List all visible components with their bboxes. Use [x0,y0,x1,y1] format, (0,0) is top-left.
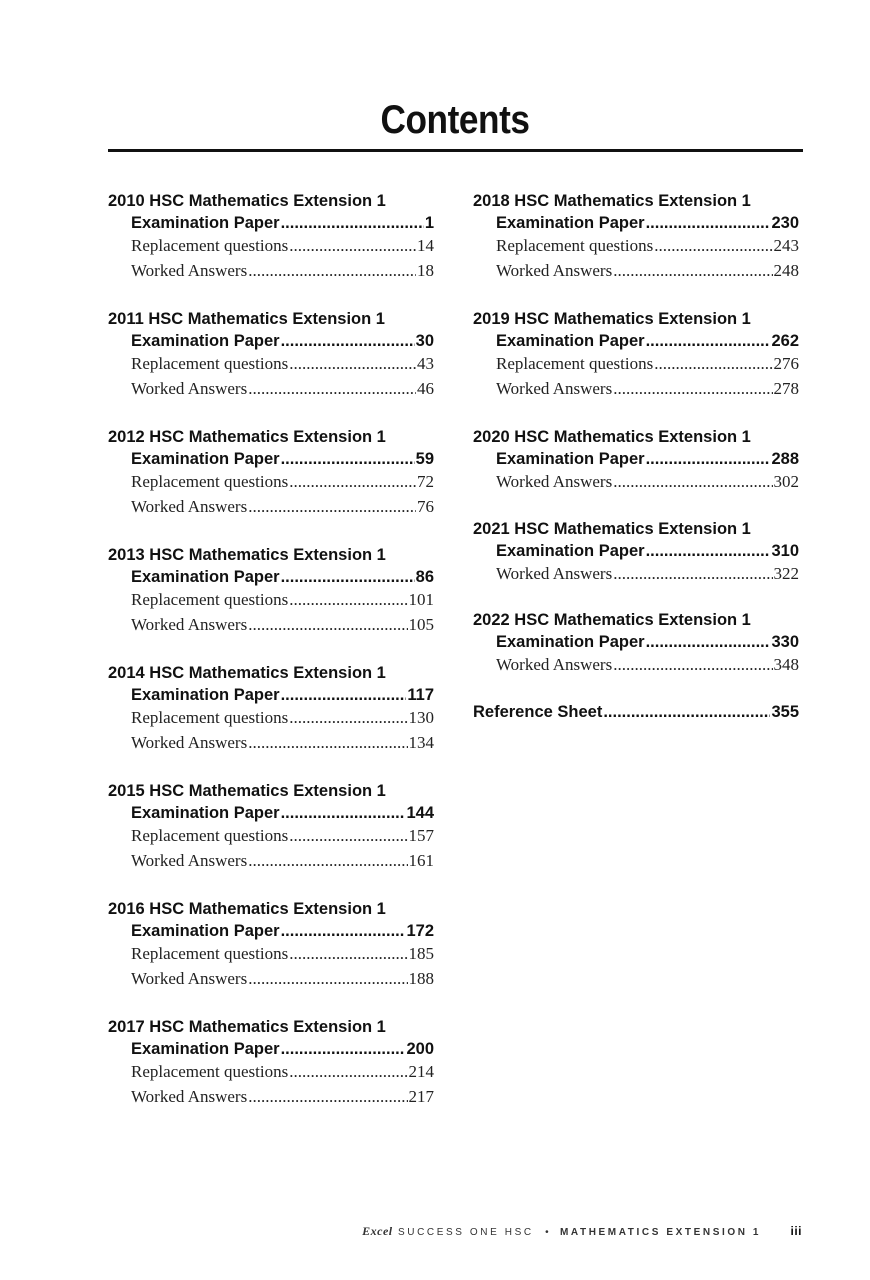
entry-page: 157 [408,826,434,845]
toc-section [108,662,434,755]
toc-entry[interactable] [108,234,434,259]
entry-label: Worked Answers [131,1086,248,1106]
entry-label: Replacement questions [131,472,289,491]
entry-label: Worked Answers [496,563,613,583]
dot-leader [248,731,407,756]
dot-leader [613,377,772,402]
dot-leader [654,234,772,259]
entry-page: 18 [417,260,434,280]
toc-section [108,544,434,637]
entry-page: 134 [408,732,434,752]
entry-page: 214 [408,1062,434,1081]
dot-leader [613,470,772,495]
toc-section [473,518,799,587]
dot-leader [289,352,416,377]
dot-leader [281,330,415,352]
entry-page: 348 [773,655,799,674]
toc-right-column [473,190,799,723]
toc-entry[interactable] [108,706,434,731]
section-heading: 2015 HSC Mathematics Extension 1 [108,782,386,800]
entry-page: 200 [406,1040,434,1058]
section-heading: 2014 HSC Mathematics Extension 1 [108,664,386,682]
entry-page: 46 [417,378,434,398]
entry-page: 130 [408,708,434,727]
dot-leader [654,352,772,377]
entry-label: Worked Answers [131,850,248,870]
dot-leader [281,802,406,824]
section-heading: 2010 HSC Mathematics Extension 1 [108,192,386,210]
toc-entry[interactable] [108,352,434,377]
toc-entry[interactable] [108,731,434,756]
entry-page: 217 [408,1086,434,1106]
entry-page: 117 [407,686,434,704]
entry-page: 248 [773,260,799,280]
entry-label: Examination Paper [131,686,280,704]
entry-page: 330 [771,633,799,651]
entry-page: 76 [417,496,434,516]
toc-section [473,190,799,283]
entry-page: 276 [773,354,799,373]
dot-leader [248,259,416,284]
toc-entry[interactable] [473,377,799,402]
toc-entry[interactable] [473,259,799,284]
page-title: Contents [380,98,530,142]
toc-entry[interactable] [108,967,434,992]
toc-section [108,190,434,283]
entry-label: Examination Paper [131,804,280,822]
entry-label: Examination Paper [496,541,645,560]
dot-leader [248,377,416,402]
section-heading: 2021 HSC Mathematics Extension 1 [473,519,751,538]
entry-label: Replacement questions [131,236,289,255]
toc-entry-examination-paper[interactable] [108,920,434,942]
entry-label: Worked Answers [131,378,248,398]
dot-leader [281,566,415,588]
dot-leader [603,701,770,723]
footer-page-number: iii [790,1224,802,1238]
entry-page: 355 [771,702,799,721]
entry-label: Replacement questions [131,708,289,727]
entry-page: 262 [771,332,799,350]
dot-leader [281,448,415,470]
section-heading: 2022 HSC Mathematics Extension 1 [473,611,751,629]
entry-label: Examination Paper [496,332,645,350]
entry-page: 105 [408,614,434,634]
section-heading: 2016 HSC Mathematics Extension 1 [108,900,386,918]
toc-entry-examination-paper[interactable] [108,330,434,352]
entry-label: Examination Paper [131,450,280,468]
dot-leader [613,562,772,587]
dot-leader [613,653,772,678]
toc-section [473,609,799,678]
entry-label: Replacement questions [131,1062,289,1081]
entry-label: Worked Answers [131,260,248,280]
toc-entry[interactable] [108,588,434,613]
entry-page: 144 [406,804,434,822]
toc-section [473,308,799,401]
entry-label: Worked Answers [131,968,248,988]
entry-label: Examination Paper [496,633,645,651]
page-footer [362,1224,802,1239]
dot-leader [248,1085,407,1110]
dot-leader [646,330,771,352]
toc-entry[interactable] [473,234,799,259]
section-heading: 2020 HSC Mathematics Extension 1 [473,428,751,446]
section-heading: 2018 HSC Mathematics Extension 1 [473,192,751,210]
entry-page: 172 [406,922,434,940]
dot-leader [646,448,771,470]
toc-section [108,780,434,873]
dot-leader [289,824,407,849]
entry-page: 302 [773,472,799,491]
entry-page: 161 [408,850,434,870]
entry-label: Worked Answers [496,260,613,280]
dot-leader [289,588,407,613]
toc-entry[interactable] [108,942,434,967]
toc-entry[interactable] [108,377,434,402]
entry-label: Examination Paper [131,568,280,586]
entry-label: Examination Paper [131,214,280,232]
toc-entry-examination-paper[interactable] [108,1038,434,1060]
toc-section [108,426,434,519]
entry-label: Examination Paper [496,214,645,232]
entry-page: 14 [417,236,434,255]
entry-label: Reference Sheet [473,702,603,721]
dot-leader [613,259,772,284]
entry-page: 288 [771,450,799,468]
footer-subject: MATHEMATICS EXTENSION 1 [559,1227,762,1238]
toc-entry[interactable] [108,495,434,520]
entry-label: Replacement questions [496,236,654,255]
entry-page: 310 [771,541,799,560]
toc-entry-examination-paper[interactable] [108,212,434,234]
dot-leader [646,631,771,653]
toc-entry-reference-sheet[interactable] [473,701,799,723]
dot-leader [248,849,407,874]
entry-label: Examination Paper [131,1040,280,1058]
toc-section [473,426,799,495]
entry-page: 43 [417,354,434,373]
footer-brand: Excel [362,1224,393,1238]
entry-label: Replacement questions [131,354,289,373]
entry-label: Worked Answers [131,732,248,752]
toc-entry-examination-paper[interactable] [473,330,799,352]
entry-page: 59 [415,450,434,468]
dot-leader [281,920,406,942]
dot-leader [281,1038,406,1060]
toc-entry[interactable] [473,470,799,495]
toc-section [108,898,434,991]
entry-label: Worked Answers [496,472,613,491]
dot-leader [289,234,416,259]
dot-leader [646,212,771,234]
dot-leader [289,470,416,495]
toc-left-column [108,190,434,1134]
entry-label: Examination Paper [496,450,645,468]
toc-entry-examination-paper[interactable] [108,448,434,470]
entry-page: 185 [408,944,434,963]
entry-label: Worked Answers [131,496,248,516]
entry-page: 101 [408,590,434,609]
entry-page: 322 [773,563,799,583]
entry-page: 86 [415,568,434,586]
toc-entry[interactable] [108,613,434,638]
toc-entry[interactable] [108,824,434,849]
entry-page: 188 [408,968,434,988]
entry-label: Worked Answers [131,614,248,634]
toc-entry[interactable] [108,1085,434,1110]
section-heading: 2011 HSC Mathematics Extension 1 [108,310,385,328]
toc-entry-examination-paper[interactable] [473,631,799,653]
toc-entry[interactable] [473,352,799,377]
section-heading: 2019 HSC Mathematics Extension 1 [473,310,751,328]
entry-label: Examination Paper [131,332,280,350]
footer-series: SUCCESS ONE HSC [398,1227,534,1238]
entry-label: Replacement questions [131,590,289,609]
entry-label: Worked Answers [496,378,613,398]
entry-label: Examination Paper [131,922,280,940]
toc-entry[interactable] [108,849,434,874]
dot-leader [248,967,407,992]
entry-label: Replacement questions [496,354,654,373]
section-heading: 2012 HSC Mathematics Extension 1 [108,428,386,446]
toc-entry-examination-paper[interactable] [108,802,434,824]
toc-entry[interactable] [108,259,434,284]
entry-page: 30 [415,332,434,350]
entry-page: 243 [773,236,799,255]
toc-entry[interactable] [473,653,799,678]
dot-leader [289,706,407,731]
dot-leader [281,212,424,234]
dot-leader [281,684,407,706]
title-rule [108,149,803,152]
toc-entry-examination-paper[interactable] [108,684,434,706]
toc-entry-examination-paper[interactable] [108,566,434,588]
toc-section [108,1016,434,1109]
dot-leader [289,942,407,967]
dot-leader [289,1060,407,1085]
entry-page: 230 [771,214,799,232]
entry-page: 278 [773,378,799,398]
toc-entry-examination-paper[interactable] [473,540,799,562]
entry-label: Replacement questions [131,944,289,963]
toc-entry[interactable] [108,1060,434,1085]
footer-separator: • [545,1227,549,1238]
entry-label: Replacement questions [131,826,289,845]
dot-leader [248,613,407,638]
section-heading: 2013 HSC Mathematics Extension 1 [108,546,386,564]
toc-entry-examination-paper[interactable] [473,448,799,470]
section-heading: 2017 HSC Mathematics Extension 1 [108,1018,386,1036]
toc-section [108,308,434,401]
dot-leader [248,495,416,520]
toc-entry-examination-paper[interactable] [473,212,799,234]
toc-entry[interactable] [473,562,799,587]
entry-label: Worked Answers [496,655,613,674]
dot-leader [646,540,771,562]
entry-page: 1 [424,214,434,232]
entry-page: 72 [417,472,434,491]
toc-entry[interactable] [108,470,434,495]
